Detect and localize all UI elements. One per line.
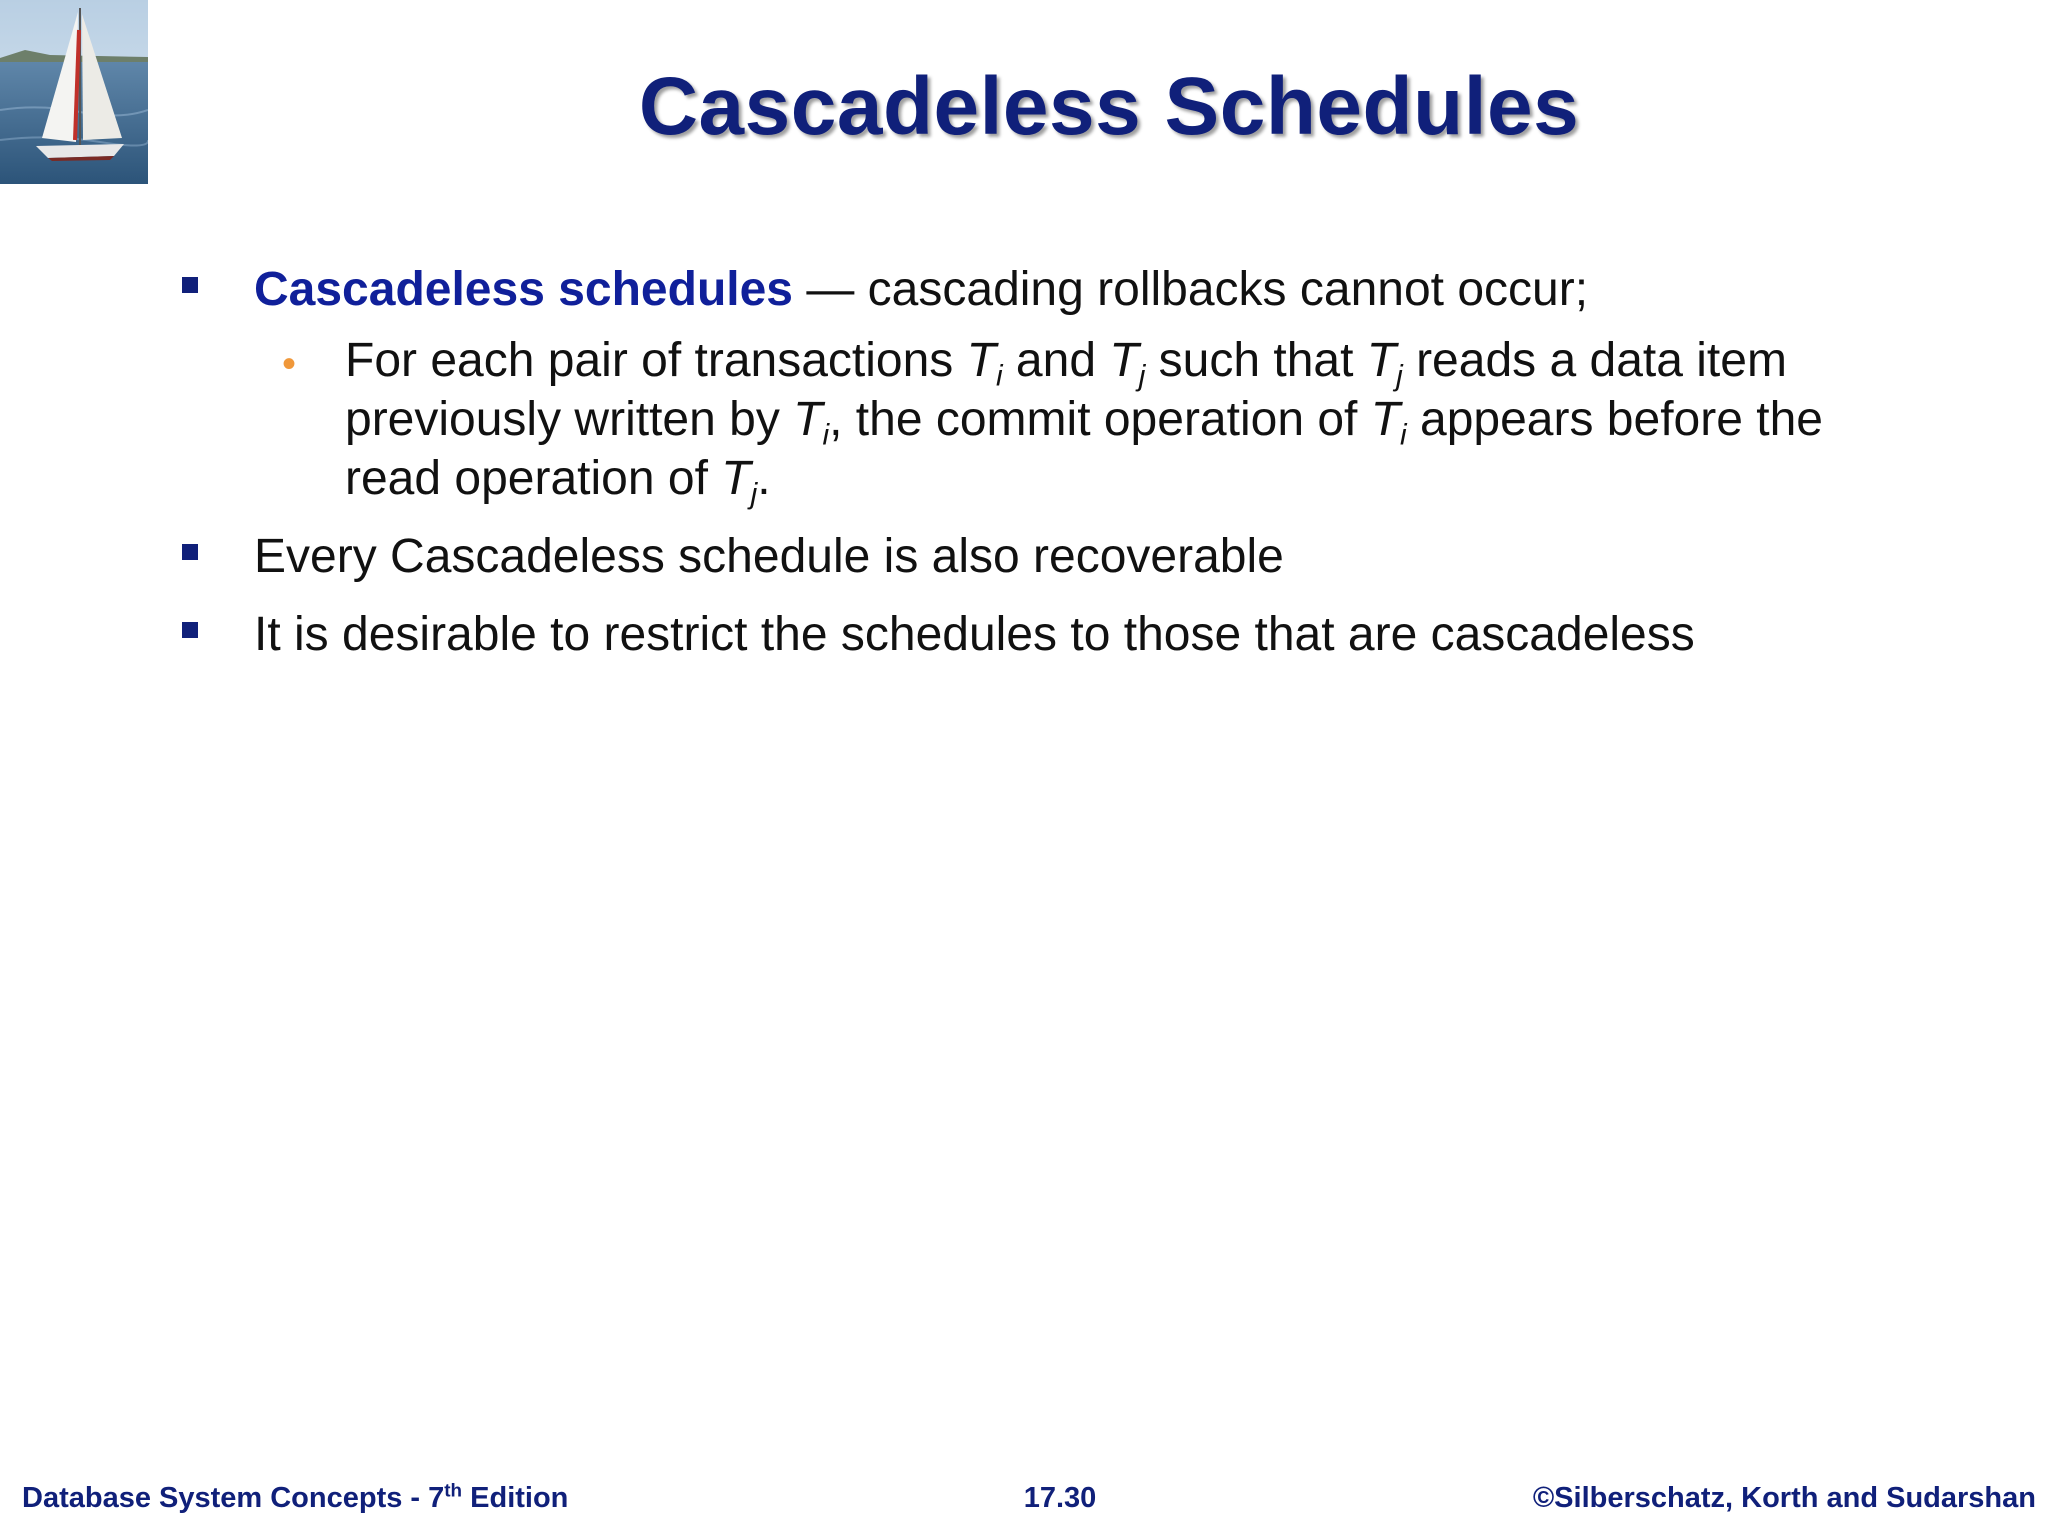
sub-bullet-text: For each pair of transactions [345,334,967,387]
footer-copyright: ©Silberschatz, Korth and Sudarshan [1532,1482,2036,1514]
sub-bullet-text: reads a data item previously written by [345,334,1787,446]
bullet-text: Every Cascadeless schedule is also recoverable [254,530,1284,583]
sub-bullet-text: , the commit operation of [829,393,1371,446]
bullet-text: It is desirable to restrict the schedules to those that are cascadeless [254,608,1695,661]
sub-bullet-text: such that [1145,334,1367,387]
sub-bullet-text: and [1002,334,1110,387]
variable-t-i: $T_i$ [966,334,1003,393]
variable-t-j: $T_j$ [721,452,758,511]
bullet-text: — cascading rollbacks cannot occur; [793,263,1589,316]
square-bullet-icon [182,277,198,293]
square-bullet-icon [182,622,198,638]
variable-t-j: $T_j$ [1366,334,1403,393]
highlight-term: Cascadeless schedules [254,263,793,316]
sub-bullet-item [0,331,1865,511]
bullet-item [0,522,1954,592]
slide-footer [0,1476,2048,1536]
bullet-item [0,600,1954,670]
variable-t-i: $T_i$ [793,393,830,452]
slide-title: Cascadeless Schedules [638,61,1580,152]
variable-t-j: $T_j$ [1109,334,1146,393]
footer-page-number: 17.30 [1023,1482,1097,1514]
dot-bullet-icon: • [282,342,297,386]
footer-book-title: Database System Concepts - 7th Edition [22,1479,569,1514]
square-bullet-icon [182,544,198,560]
variable-t-i: $T_i$ [1370,393,1407,452]
bullet-list [0,255,2048,678]
bullet-item [0,255,1954,325]
sub-bullet-text: appears before the read operation of [345,393,1823,505]
sub-bullet-text: . [757,452,771,505]
